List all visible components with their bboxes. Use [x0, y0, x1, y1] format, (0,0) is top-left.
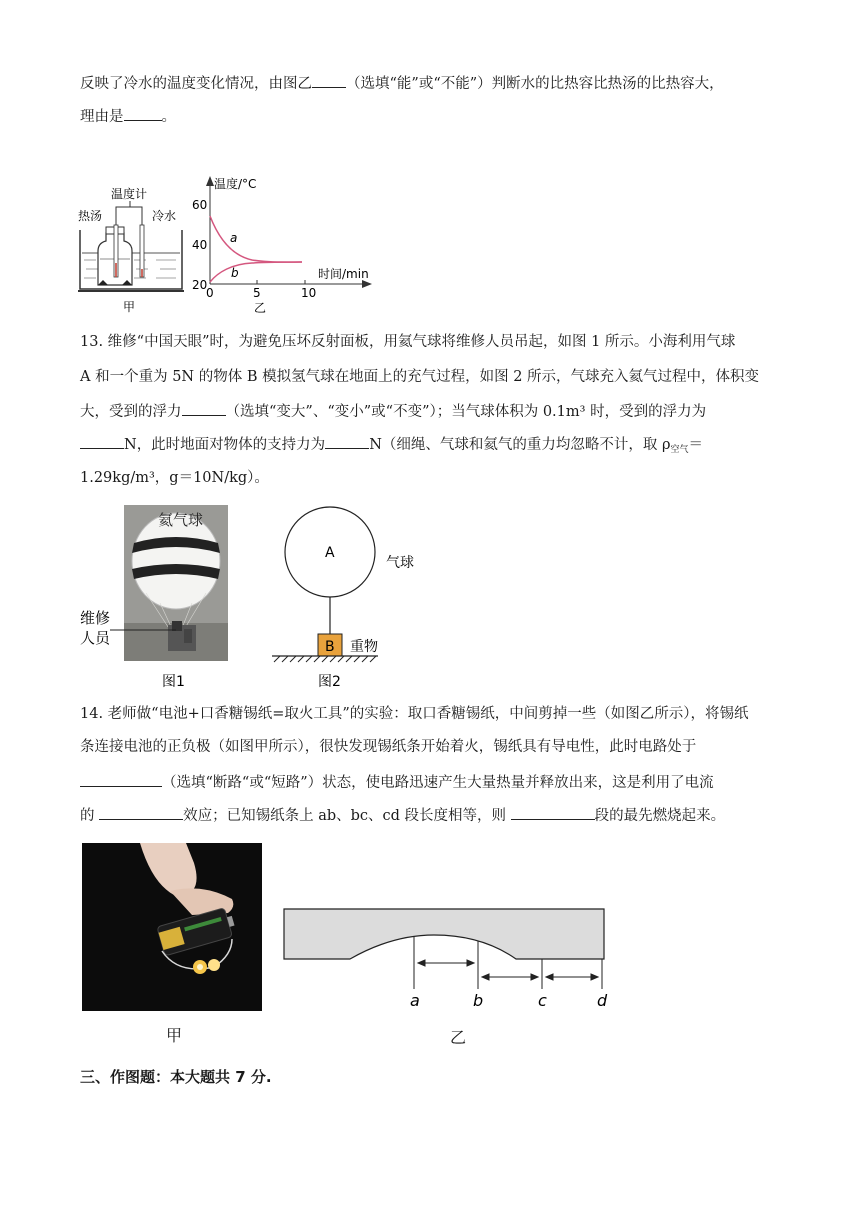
- q13-line-3: 大，受到的浮力 （选填“变大”、“变小”或“不变”）；当气球体积为 0.1m³ 时，受到的浮力为: [80, 401, 706, 422]
- answer-blank[interactable]: [182, 401, 226, 416]
- point-d: d: [597, 991, 608, 1010]
- balloon-a-label: A: [325, 545, 335, 561]
- answer-blank[interactable]: [99, 805, 183, 820]
- answer-blank[interactable]: [124, 106, 162, 121]
- worker-label: 人员: [80, 629, 111, 647]
- caption-yi: 乙: [254, 301, 267, 315]
- balloon-side-label: 气球: [386, 555, 414, 571]
- section-heading: 三、作图题：本大题共 7 分.: [80, 1068, 272, 1086]
- figure-14-photo: [82, 843, 262, 1013]
- q13-line-5: 1.29kg/m³，g＝10N/kg）。: [80, 470, 269, 486]
- balloon-label: 氦气球: [158, 511, 204, 529]
- x-axis-label: 时间/min: [318, 267, 369, 281]
- hot-soup-label: 热汤: [78, 209, 103, 223]
- curve-a: [210, 216, 302, 262]
- figure-12-graph: [190, 170, 390, 315]
- q14-line-2: 条连接电池的正负极（如图甲所示），很快发现锡纸条开始着火，锡纸具有导电性，此时电路处于: [80, 739, 697, 755]
- q14-line-3: （选填“断路“或“短路”）状态，使电路迅速产生大量热量并释放出来，这是利用了电流: [80, 772, 714, 793]
- q13-line-2: A 和一个重为 5N 的物体 B 模拟氢气球在地面上的充气过程，如图 2 所示，气球充入氦气过程中，体积变: [80, 369, 760, 385]
- y-tick: 60: [192, 198, 208, 212]
- caption-jia-14: 甲: [165, 1026, 182, 1045]
- worker-label: 维修: [80, 609, 111, 627]
- x-tick: 5: [253, 286, 261, 300]
- y-tick: 40: [192, 238, 208, 252]
- point-b: b: [473, 991, 484, 1010]
- block-b-label: B: [325, 639, 335, 655]
- y-axis-label: 温度/°C: [214, 177, 257, 191]
- x-tick: 10: [301, 286, 317, 300]
- answer-blank[interactable]: [511, 805, 595, 820]
- answer-blank[interactable]: [312, 73, 346, 88]
- curve-b: [210, 262, 302, 282]
- caption-fig1: 图1: [162, 674, 185, 690]
- q13-line-1: 13. 维修“中国天眼”时，为避免压坏反射面板，用氦气球将维修人员吊起，如图 1 所示。小海利用气球: [80, 334, 736, 350]
- answer-blank[interactable]: [80, 434, 124, 449]
- q12-line-2: 理由是 。: [80, 106, 176, 127]
- y-tick: 20: [192, 278, 208, 292]
- curve-b-label: b: [231, 266, 239, 280]
- q12-line-1: 反映了冷水的温度变化情况，由图乙 （选填“能”或“不能”）判断水的比热容比热汤的比热容大，: [80, 73, 724, 94]
- curve-a-label: a: [230, 231, 238, 245]
- answer-blank[interactable]: [80, 772, 162, 787]
- figure-12-apparatus: [76, 185, 196, 315]
- figure-14-foil-strip: [280, 905, 620, 1020]
- q13-line-4: N，此时地面对物体的支持力为 N（细绳、气球和氦气的重力均忽略不计，取 $\rho_{空气}=$: [80, 434, 703, 460]
- caption-yi-14: 乙: [449, 1028, 466, 1047]
- cold-water-label: 冷水: [152, 209, 177, 223]
- point-c: c: [538, 991, 547, 1010]
- x-tick: 0: [206, 286, 214, 300]
- q14-line-4: 的 效应；已知锡纸条上 ab、bc、cd 段长度相等，则 段的最先燃烧起来。: [80, 805, 725, 826]
- q14-line-1: 14. 老师做“电池+口香糖锡纸=取火工具”的实验：取口香糖锡纸，中间剪掉一些（如图乙所示），将锡纸: [80, 706, 749, 722]
- point-a: a: [410, 991, 420, 1010]
- caption-fig2: 图2: [318, 674, 341, 690]
- answer-blank[interactable]: [325, 434, 369, 449]
- figure-13-1-photo: [76, 503, 232, 693]
- weight-label: 重物: [350, 639, 378, 655]
- thermometer-label: 温度计: [111, 187, 148, 201]
- caption-jia: 甲: [123, 300, 136, 314]
- figure-13-2-diagram: [266, 505, 426, 693]
